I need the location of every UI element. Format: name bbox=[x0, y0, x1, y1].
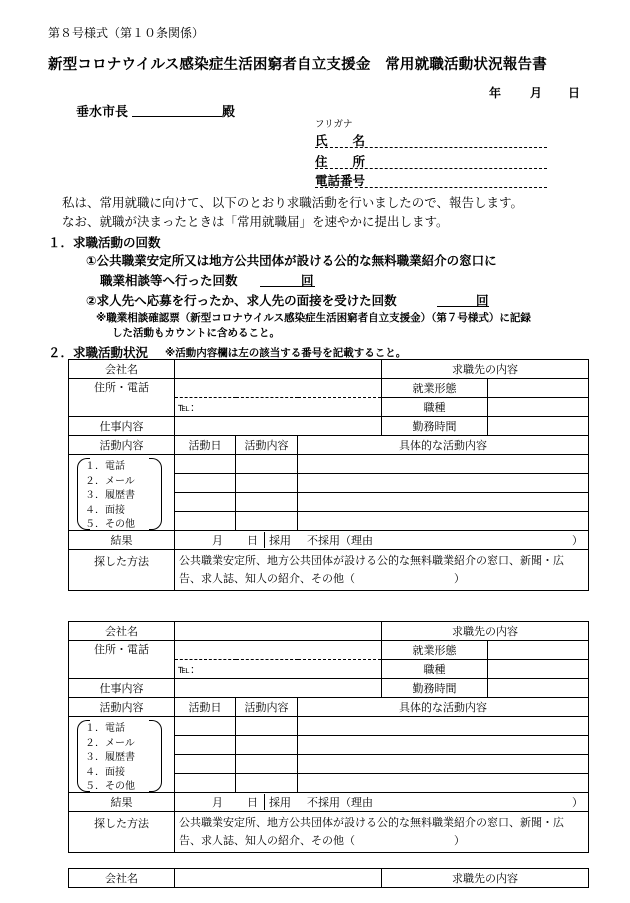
furigana-label: フリガナ bbox=[315, 119, 353, 130]
result-month: 月 bbox=[212, 534, 223, 547]
count-note-line2: した活動もカウントに含めること。 bbox=[112, 327, 280, 339]
name-label: 氏 名 bbox=[315, 133, 366, 148]
occupation-field[interactable] bbox=[488, 660, 589, 679]
result-label: 結果 bbox=[69, 793, 175, 812]
working-hours-field[interactable] bbox=[488, 679, 589, 698]
activity-type-cell[interactable] bbox=[236, 512, 298, 531]
activity-type-cell[interactable] bbox=[236, 736, 298, 755]
count-note-line1: ※職業相談確認票（新型コロナウイルス感染症生活困窮者自立支援金）（第７号様式）に記録 bbox=[96, 312, 531, 324]
result-hired: 採用 bbox=[264, 794, 291, 810]
job-content-field[interactable] bbox=[175, 417, 382, 436]
option-email: ２．メール bbox=[85, 737, 135, 749]
occupation-label: 職種 bbox=[382, 398, 488, 417]
activity-type-header: 活動内容 bbox=[236, 698, 298, 717]
activity-date-cell[interactable] bbox=[175, 474, 236, 493]
result-day: 日 bbox=[247, 534, 258, 547]
search-method-label: 探した方法 bbox=[69, 550, 175, 591]
activity-type-cell[interactable] bbox=[236, 774, 298, 793]
option-interview: ４．面接 bbox=[85, 766, 125, 778]
phone-field[interactable] bbox=[315, 187, 547, 188]
count-unit-1: 回 bbox=[301, 273, 314, 288]
specific-activity-cell[interactable] bbox=[298, 774, 589, 793]
count-unit-2: 回 bbox=[476, 293, 489, 308]
activity-report-table-2 bbox=[68, 621, 589, 853]
employment-type-field[interactable] bbox=[488, 379, 589, 398]
addressee: 垂水市長 bbox=[76, 105, 129, 120]
company-field[interactable] bbox=[175, 622, 382, 641]
specific-activity-header: 具体的な活動内容 bbox=[298, 436, 589, 455]
phone-label: 電話番号 bbox=[315, 173, 366, 188]
activity-type-cell[interactable] bbox=[236, 474, 298, 493]
company-field[interactable] bbox=[175, 869, 382, 888]
specific-activity-cell[interactable] bbox=[298, 512, 589, 531]
activity-options-legend bbox=[69, 717, 175, 793]
result-close-paren: ） bbox=[572, 534, 584, 547]
search-method-options[interactable]: 公共職業安定所、地方公共団体が設ける公的な無料職業紹介の窓口、新聞・広告、求人誌、知人の紹介、その他（ ） bbox=[175, 550, 589, 591]
activity-type-cell[interactable] bbox=[236, 493, 298, 512]
activity-type-cell[interactable] bbox=[236, 455, 298, 474]
activity-date-cell[interactable] bbox=[175, 512, 236, 531]
option-phone: １．電話 bbox=[85, 461, 125, 472]
working-hours-label: 勤務時間 bbox=[382, 417, 488, 436]
activity-date-cell[interactable] bbox=[175, 493, 236, 512]
activity-report-table-3 bbox=[68, 868, 589, 888]
specific-activity-cell[interactable] bbox=[298, 755, 589, 774]
search-method-options[interactable]: 公共職業安定所、地方公共団体が設ける公的な無料職業紹介の窓口、新聞・広告、求人誌、知人の紹介、その他（ ） bbox=[175, 812, 589, 853]
activity-date-cell[interactable] bbox=[175, 755, 236, 774]
result-not-hired: 不採用（理由 bbox=[307, 796, 373, 809]
result-close-paren: ） bbox=[572, 796, 584, 809]
activity-date-header: 活動日 bbox=[175, 698, 236, 717]
tel-label: ℡： bbox=[178, 663, 201, 676]
date-year: 年 bbox=[489, 86, 502, 100]
option-phone: １．電話 bbox=[85, 723, 125, 734]
specific-activity-cell[interactable] bbox=[298, 736, 589, 755]
activity-date-cell[interactable] bbox=[175, 717, 236, 736]
option-email: ２．メール bbox=[85, 475, 135, 487]
specific-activity-cell[interactable] bbox=[298, 717, 589, 736]
tel-label: ℡： bbox=[178, 401, 201, 414]
count-item2: ②求人先へ応募を行ったか、求人先の面接を受けた回数 bbox=[86, 293, 397, 308]
section1-heading: １．求職活動の回数 bbox=[48, 235, 161, 250]
option-other: ５．その他 bbox=[85, 519, 135, 530]
activity-label: 活動内容 bbox=[69, 698, 175, 717]
document-title: 新型コロナウイルス感染症生活困窮者自立支援金 常用就職活動状況報告書 bbox=[48, 57, 547, 73]
activity-date-cell[interactable] bbox=[175, 455, 236, 474]
count-item1-line2: 職業相談等へ行った回数 bbox=[100, 273, 238, 288]
result-hired: 採用 bbox=[264, 532, 291, 548]
option-other: ５．その他 bbox=[85, 781, 135, 792]
job-content-field[interactable] bbox=[175, 679, 382, 698]
result-not-hired: 不採用（理由 bbox=[307, 534, 373, 547]
activity-options-legend bbox=[69, 455, 175, 531]
address-label: 住 所 bbox=[315, 154, 366, 169]
result-day: 日 bbox=[247, 796, 258, 809]
right-bracket bbox=[149, 720, 162, 792]
job-content-label: 仕事内容 bbox=[69, 417, 175, 436]
company-label: 会社名 bbox=[69, 869, 175, 888]
addressee-suffix: 殿 bbox=[222, 105, 236, 120]
intro-line-2: なお、就職が決まったときは「常用就職届」を速やかに提出します。 bbox=[62, 214, 449, 229]
employment-type-field[interactable] bbox=[488, 641, 589, 660]
activity-date-header: 活動日 bbox=[175, 436, 236, 455]
job-content-label: 仕事内容 bbox=[69, 679, 175, 698]
address-phone-label: 住所・電話 bbox=[69, 379, 175, 417]
company-address-field[interactable] bbox=[175, 641, 382, 660]
specific-activity-cell[interactable] bbox=[298, 455, 589, 474]
activity-report-table-1 bbox=[68, 359, 589, 591]
employment-type-label: 就業形態 bbox=[382, 641, 488, 660]
company-label: 会社名 bbox=[69, 622, 175, 641]
section2-heading: ２．求職活動状況 bbox=[48, 345, 149, 360]
date-month: 月 bbox=[530, 86, 543, 100]
activity-date-cell[interactable] bbox=[175, 774, 236, 793]
search-method-label: 探した方法 bbox=[69, 812, 175, 853]
addressee-underline bbox=[132, 116, 222, 117]
working-hours-label: 勤務時間 bbox=[382, 679, 488, 698]
result-field[interactable] bbox=[175, 531, 589, 550]
address-phone-label: 住所・電話 bbox=[69, 641, 175, 679]
count-item1-line1: ①公共職業安定所又は地方公共団体が設ける公的な無料職業紹介の窓口に bbox=[86, 253, 497, 268]
address-field[interactable] bbox=[315, 168, 547, 169]
activity-date-cell[interactable] bbox=[175, 736, 236, 755]
employment-type-label: 就業形態 bbox=[382, 379, 488, 398]
name-field[interactable] bbox=[315, 147, 547, 148]
result-month: 月 bbox=[212, 796, 223, 809]
company-tel-field[interactable] bbox=[175, 398, 382, 417]
company-tel-field[interactable] bbox=[175, 660, 382, 679]
section2-note: ※活動内容欄は左の該当する番号を記載すること。 bbox=[165, 347, 407, 359]
company-address-field[interactable] bbox=[175, 379, 382, 398]
job-info-header: 求職先の内容 bbox=[382, 360, 589, 379]
option-resume: ３．履歴書 bbox=[85, 752, 135, 763]
specific-activity-cell[interactable] bbox=[298, 493, 589, 512]
result-field[interactable] bbox=[175, 793, 589, 812]
activity-type-header: 活動内容 bbox=[236, 436, 298, 455]
intro-line-1: 私は、常用就職に向けて、以下のとおり求職活動を行いましたので、報告します。 bbox=[62, 195, 524, 210]
job-info-header: 求職先の内容 bbox=[382, 622, 589, 641]
company-label: 会社名 bbox=[69, 360, 175, 379]
option-resume: ３．履歴書 bbox=[85, 490, 135, 501]
working-hours-field[interactable] bbox=[488, 417, 589, 436]
activity-label: 活動内容 bbox=[69, 436, 175, 455]
company-field[interactable] bbox=[175, 360, 382, 379]
occupation-field[interactable] bbox=[488, 398, 589, 417]
specific-activity-cell[interactable] bbox=[298, 474, 589, 493]
right-bracket bbox=[149, 458, 162, 530]
result-label: 結果 bbox=[69, 531, 175, 550]
option-interview: ４．面接 bbox=[85, 504, 125, 516]
job-info-header: 求職先の内容 bbox=[382, 869, 589, 888]
specific-activity-header: 具体的な活動内容 bbox=[298, 698, 589, 717]
form-number: 第８号様式（第１０条関係） bbox=[48, 26, 205, 40]
occupation-label: 職種 bbox=[382, 660, 488, 679]
activity-type-cell[interactable] bbox=[236, 755, 298, 774]
date-day: 日 bbox=[568, 86, 581, 100]
activity-type-cell[interactable] bbox=[236, 717, 298, 736]
